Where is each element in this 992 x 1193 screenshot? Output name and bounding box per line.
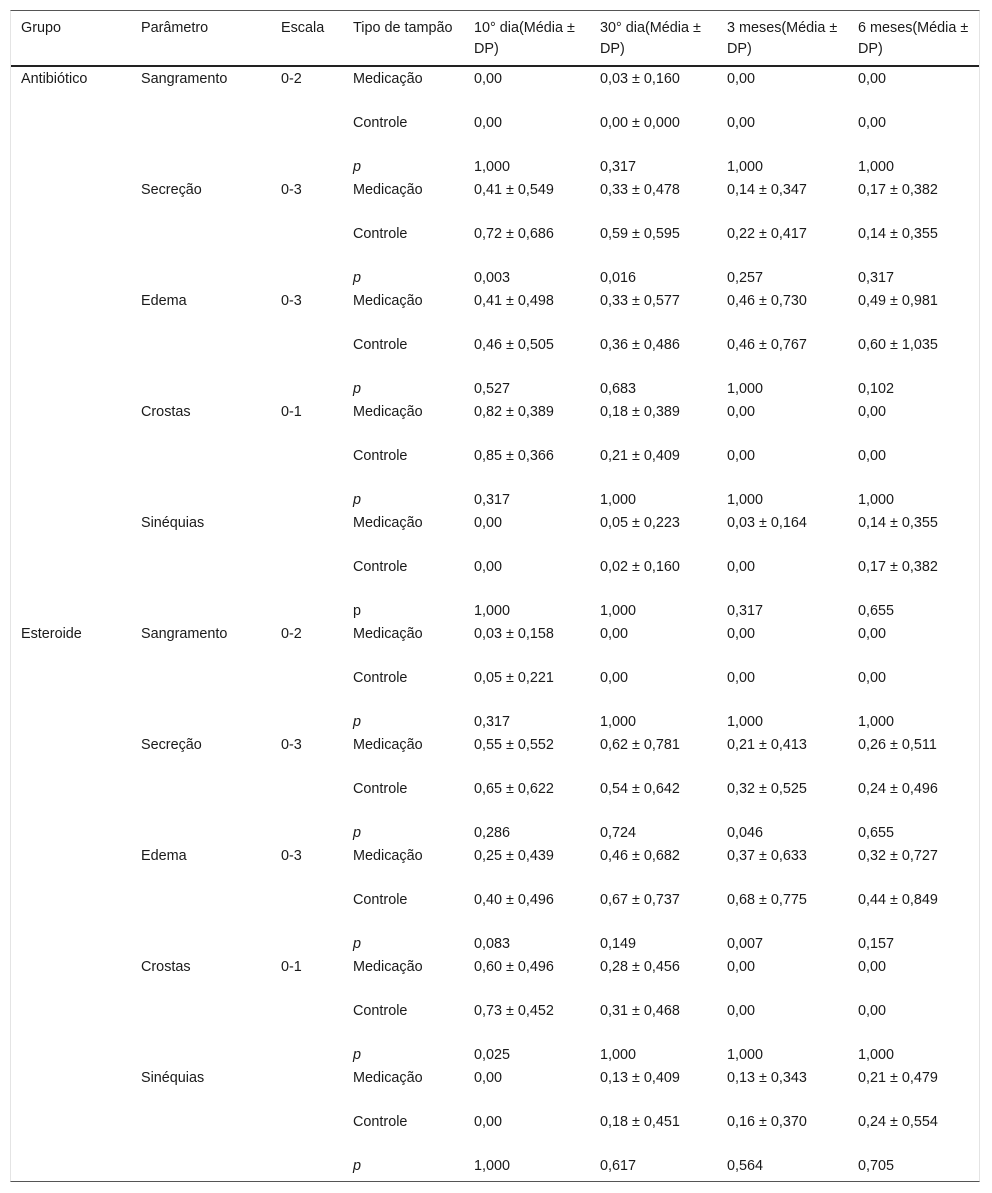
cell-3-meses: 0,13 ± 0,343	[727, 1070, 807, 1086]
table-row	[11, 511, 979, 555]
cell-grupo	[11, 599, 131, 622]
cell-escala: 0-1	[281, 959, 302, 975]
cell-6-meses: 0,00	[858, 448, 887, 464]
table-body	[11, 66, 979, 1177]
cell-10-dia: 1,000	[474, 1158, 511, 1174]
table-row	[11, 66, 979, 111]
cell-6-meses: 1,000	[858, 1047, 895, 1063]
cell-parametro	[131, 111, 271, 155]
cell-30-dia: 0,617	[600, 1158, 637, 1174]
table-row	[11, 111, 979, 155]
cell-10-dia: 0,03 ± 0,158	[474, 626, 554, 642]
table-row	[11, 622, 979, 666]
cell-3-meses: 1,000	[727, 381, 764, 397]
cell-escala	[271, 710, 343, 733]
cell-6-meses: 0,00	[858, 626, 887, 642]
cell-10-dia: 0,72 ± 0,686	[474, 226, 554, 242]
cell-6-meses: 0,60 ± 1,035	[858, 337, 938, 353]
cell-30-dia: 0,31 ± 0,468	[600, 1003, 680, 1019]
cell-10-dia: 0,025	[474, 1047, 511, 1063]
cell-tipo-tampao: Medicação	[353, 182, 423, 198]
cell-30-dia: 1,000	[600, 492, 637, 508]
cell-escala	[271, 1110, 343, 1154]
cell-3-meses: 0,32 ± 0,525	[727, 781, 807, 797]
cell-10-dia: 0,00	[474, 515, 503, 531]
cell-6-meses: 0,102	[858, 381, 895, 397]
cell-parametro	[131, 888, 271, 932]
cell-3-meses: 0,564	[727, 1158, 764, 1174]
cell-tipo-tampao: p	[353, 825, 362, 841]
header-tipo-tampao: Tipo de tampão	[343, 11, 464, 66]
cell-escala	[271, 377, 343, 400]
cell-3-meses: 0,046	[727, 825, 764, 841]
cell-10-dia: 0,85 ± 0,366	[474, 448, 554, 464]
cell-10-dia: 0,317	[474, 492, 511, 508]
cell-30-dia: 0,724	[600, 825, 637, 841]
cell-tipo-tampao: p	[353, 159, 362, 175]
table-row	[11, 400, 979, 444]
cell-escala	[271, 555, 343, 599]
cell-10-dia: 0,00	[474, 1114, 503, 1130]
cell-30-dia: 0,59 ± 0,595	[600, 226, 680, 242]
cell-grupo	[11, 444, 131, 488]
cell-grupo	[11, 289, 131, 333]
cell-parametro	[131, 222, 271, 266]
cell-3-meses: 0,00	[727, 115, 756, 131]
cell-parametro	[131, 932, 271, 955]
cell-escala	[271, 222, 343, 266]
cell-escala	[271, 111, 343, 155]
cell-parametro	[131, 1154, 271, 1177]
cell-10-dia: 0,25 ± 0,439	[474, 848, 554, 864]
cell-6-meses: 0,00	[858, 959, 887, 975]
cell-30-dia: 0,54 ± 0,642	[600, 781, 680, 797]
cell-6-meses: 0,17 ± 0,382	[858, 559, 938, 575]
cell-parametro	[131, 155, 271, 178]
cell-6-meses: 0,17 ± 0,382	[858, 182, 938, 198]
cell-10-dia: 0,55 ± 0,552	[474, 737, 554, 753]
cell-escala	[271, 932, 343, 955]
cell-3-meses: 0,14 ± 0,347	[727, 182, 807, 198]
table-row	[11, 932, 979, 955]
table-row	[11, 844, 979, 888]
cell-escala	[271, 888, 343, 932]
cell-10-dia: 0,60 ± 0,496	[474, 959, 554, 975]
cell-30-dia: 0,28 ± 0,456	[600, 959, 680, 975]
table-row	[11, 777, 979, 821]
cell-6-meses: 0,00	[858, 115, 887, 131]
cell-3-meses: 0,46 ± 0,730	[727, 293, 807, 309]
cell-3-meses: 0,00	[727, 670, 756, 686]
cell-parametro: Edema	[141, 293, 187, 309]
cell-tipo-tampao: Controle	[353, 670, 408, 686]
cell-grupo	[11, 932, 131, 955]
cell-10-dia: 0,65 ± 0,622	[474, 781, 554, 797]
cell-parametro	[131, 1043, 271, 1066]
cell-grupo	[11, 999, 131, 1043]
cell-escala	[271, 266, 343, 289]
cell-30-dia: 0,18 ± 0,451	[600, 1114, 680, 1130]
cell-escala	[271, 666, 343, 710]
cell-30-dia: 0,21 ± 0,409	[600, 448, 680, 464]
cell-grupo	[11, 955, 131, 999]
cell-6-meses: 1,000	[858, 159, 895, 175]
cell-6-meses: 0,24 ± 0,554	[858, 1114, 938, 1130]
cell-30-dia: 0,016	[600, 270, 637, 286]
cell-tipo-tampao: Medicação	[353, 293, 423, 309]
table-row	[11, 488, 979, 511]
cell-30-dia: 0,46 ± 0,682	[600, 848, 680, 864]
cell-escala	[271, 333, 343, 377]
cell-10-dia: 1,000	[474, 159, 511, 175]
table-row	[11, 1110, 979, 1154]
cell-30-dia: 0,00 ± 0,000	[600, 115, 680, 131]
cell-tipo-tampao: p	[353, 936, 362, 952]
cell-3-meses: 0,68 ± 0,775	[727, 892, 807, 908]
cell-30-dia: 0,317	[600, 159, 637, 175]
cell-6-meses: 0,655	[858, 603, 895, 619]
cell-6-meses: 0,157	[858, 936, 895, 952]
cell-10-dia: 0,05 ± 0,221	[474, 670, 554, 686]
header-parametro: Parâmetro	[131, 11, 271, 66]
table-row	[11, 377, 979, 400]
cell-10-dia: 0,00	[474, 1070, 503, 1086]
cell-escala: 0-1	[281, 404, 302, 420]
cell-escala: 0-2	[281, 626, 302, 642]
table-row	[11, 888, 979, 932]
cell-10-dia: 0,41 ± 0,549	[474, 182, 554, 198]
cell-10-dia: 0,00	[474, 115, 503, 131]
cell-10-dia: 0,82 ± 0,389	[474, 404, 554, 420]
cell-tipo-tampao: p	[353, 714, 362, 730]
cell-grupo	[11, 777, 131, 821]
cell-parametro: Sinéquias	[141, 1070, 205, 1086]
cell-escala	[271, 1154, 343, 1177]
header-3-meses: 3 meses(Média ± DP)	[717, 11, 848, 66]
cell-tipo-tampao: Medicação	[353, 1070, 423, 1086]
cell-escala: 0-3	[281, 293, 302, 309]
cell-escala	[271, 599, 343, 622]
cell-10-dia: 0,083	[474, 936, 511, 952]
cell-6-meses: 0,00	[858, 1003, 887, 1019]
cell-grupo	[11, 666, 131, 710]
cell-parametro	[131, 1110, 271, 1154]
cell-3-meses: 0,00	[727, 71, 756, 87]
cell-3-meses: 1,000	[727, 714, 764, 730]
cell-30-dia: 0,67 ± 0,737	[600, 892, 680, 908]
cell-tipo-tampao: Medicação	[353, 626, 423, 642]
cell-3-meses: 0,00	[727, 959, 756, 975]
cell-grupo: Antibiótico	[21, 71, 88, 87]
cell-grupo	[11, 178, 131, 222]
cell-escala	[271, 511, 343, 555]
table-row	[11, 733, 979, 777]
cell-10-dia: 0,73 ± 0,452	[474, 1003, 554, 1019]
cell-30-dia: 0,13 ± 0,409	[600, 1070, 680, 1086]
cell-parametro	[131, 777, 271, 821]
cell-escala: 0-3	[281, 848, 302, 864]
cell-tipo-tampao: Medicação	[353, 71, 423, 87]
cell-6-meses: 0,00	[858, 404, 887, 420]
cell-parametro: Sangramento	[141, 626, 228, 642]
table-row	[11, 955, 979, 999]
cell-parametro: Crostas	[141, 959, 191, 975]
cell-parametro	[131, 666, 271, 710]
cell-tipo-tampao: Controle	[353, 337, 408, 353]
cell-parametro	[131, 488, 271, 511]
cell-grupo	[11, 1154, 131, 1177]
cell-escala	[271, 488, 343, 511]
header-row	[11, 11, 979, 66]
cell-tipo-tampao: p	[353, 492, 362, 508]
cell-parametro: Crostas	[141, 404, 191, 420]
cell-3-meses: 0,00	[727, 448, 756, 464]
cell-escala	[271, 444, 343, 488]
cell-tipo-tampao: Medicação	[353, 404, 423, 420]
cell-tipo-tampao: Medicação	[353, 737, 423, 753]
cell-grupo	[11, 111, 131, 155]
cell-3-meses: 1,000	[727, 492, 764, 508]
cell-tipo-tampao: p	[353, 381, 362, 397]
cell-parametro	[131, 333, 271, 377]
cell-tipo-tampao: p	[353, 270, 362, 286]
cell-grupo	[11, 155, 131, 178]
cell-10-dia: 0,317	[474, 714, 511, 730]
cell-escala	[271, 821, 343, 844]
cell-grupo	[11, 1110, 131, 1154]
table-row	[11, 444, 979, 488]
cell-grupo	[11, 821, 131, 844]
cell-3-meses: 0,00	[727, 559, 756, 575]
cell-parametro: Secreção	[141, 737, 202, 753]
cell-3-meses: 0,16 ± 0,370	[727, 1114, 807, 1130]
cell-30-dia: 0,36 ± 0,486	[600, 337, 680, 353]
cell-6-meses: 1,000	[858, 492, 895, 508]
cell-grupo	[11, 1066, 131, 1110]
cell-grupo	[11, 888, 131, 932]
cell-30-dia: 1,000	[600, 714, 637, 730]
cell-30-dia: 0,33 ± 0,478	[600, 182, 680, 198]
cell-tipo-tampao: Medicação	[353, 848, 423, 864]
cell-3-meses: 0,46 ± 0,767	[727, 337, 807, 353]
cell-escala	[271, 777, 343, 821]
cell-3-meses: 0,00	[727, 404, 756, 420]
cell-3-meses: 0,007	[727, 936, 764, 952]
cell-escala	[271, 1043, 343, 1066]
cell-3-meses: 0,317	[727, 603, 764, 619]
cell-parametro	[131, 821, 271, 844]
cell-escala	[271, 1066, 343, 1110]
cell-tipo-tampao: Controle	[353, 448, 408, 464]
cell-6-meses: 0,44 ± 0,849	[858, 892, 938, 908]
cell-grupo	[11, 844, 131, 888]
cell-parametro	[131, 266, 271, 289]
cell-6-meses: 0,21 ± 0,479	[858, 1070, 938, 1086]
cell-grupo	[11, 222, 131, 266]
cell-escala: 0-2	[281, 71, 302, 87]
cell-30-dia: 0,33 ± 0,577	[600, 293, 680, 309]
cell-grupo	[11, 555, 131, 599]
cell-6-meses: 0,14 ± 0,355	[858, 226, 938, 242]
cell-3-meses: 0,22 ± 0,417	[727, 226, 807, 242]
cell-grupo	[11, 333, 131, 377]
cell-grupo	[11, 511, 131, 555]
cell-3-meses: 0,257	[727, 270, 764, 286]
cell-30-dia: 0,62 ± 0,781	[600, 737, 680, 753]
table-row	[11, 222, 979, 266]
cell-10-dia: 0,527	[474, 381, 511, 397]
cell-tipo-tampao: Controle	[353, 1003, 408, 1019]
results-table-container	[10, 10, 980, 1182]
table-row	[11, 1043, 979, 1066]
cell-grupo	[11, 400, 131, 444]
cell-tipo-tampao: p	[353, 603, 362, 619]
table-row	[11, 599, 979, 622]
table-row	[11, 555, 979, 599]
table-row	[11, 999, 979, 1043]
cell-escala: 0-3	[281, 182, 302, 198]
cell-escala	[271, 155, 343, 178]
cell-tipo-tampao: Medicação	[353, 959, 423, 975]
header-6-meses: 6 meses(Média ± DP)	[848, 11, 979, 66]
cell-tipo-tampao: Controle	[353, 781, 408, 797]
header-escala: Escala	[271, 11, 343, 66]
cell-escala	[271, 999, 343, 1043]
cell-3-meses: 0,21 ± 0,413	[727, 737, 807, 753]
cell-3-meses: 0,00	[727, 1003, 756, 1019]
table-row	[11, 1154, 979, 1177]
cell-grupo	[11, 710, 131, 733]
cell-parametro: Edema	[141, 848, 187, 864]
cell-tipo-tampao: Controle	[353, 559, 408, 575]
cell-parametro: Secreção	[141, 182, 202, 198]
cell-parametro	[131, 377, 271, 400]
cell-3-meses: 0,03 ± 0,164	[727, 515, 807, 531]
cell-6-meses: 0,655	[858, 825, 895, 841]
table-row	[11, 821, 979, 844]
cell-30-dia: 0,02 ± 0,160	[600, 559, 680, 575]
cell-6-meses: 0,705	[858, 1158, 895, 1174]
cell-6-meses: 0,00	[858, 670, 887, 686]
cell-grupo: Esteroide	[21, 626, 82, 642]
cell-tipo-tampao: Controle	[353, 1114, 408, 1130]
cell-6-meses: 0,32 ± 0,727	[858, 848, 938, 864]
cell-grupo	[11, 733, 131, 777]
cell-3-meses: 1,000	[727, 159, 764, 175]
results-table	[11, 11, 979, 1177]
cell-30-dia: 1,000	[600, 1047, 637, 1063]
cell-10-dia: 1,000	[474, 603, 511, 619]
header-10-dia: 10° dia(Média ± DP)	[464, 11, 590, 66]
cell-30-dia: 0,18 ± 0,389	[600, 404, 680, 420]
cell-30-dia: 0,00	[600, 670, 629, 686]
table-row	[11, 666, 979, 710]
cell-6-meses: 0,49 ± 0,981	[858, 293, 938, 309]
cell-parametro: Sangramento	[141, 71, 228, 87]
cell-10-dia: 0,286	[474, 825, 511, 841]
cell-6-meses: 0,24 ± 0,496	[858, 781, 938, 797]
cell-6-meses: 0,317	[858, 270, 895, 286]
cell-parametro	[131, 710, 271, 733]
table-row	[11, 178, 979, 222]
cell-escala: 0-3	[281, 737, 302, 753]
cell-30-dia: 1,000	[600, 603, 637, 619]
table-row	[11, 289, 979, 333]
table-row	[11, 1066, 979, 1110]
cell-10-dia: 0,40 ± 0,496	[474, 892, 554, 908]
cell-grupo	[11, 488, 131, 511]
table-row	[11, 266, 979, 289]
cell-10-dia: 0,41 ± 0,498	[474, 293, 554, 309]
cell-30-dia: 0,03 ± 0,160	[600, 71, 680, 87]
cell-tipo-tampao: p	[353, 1158, 362, 1174]
cell-10-dia: 0,00	[474, 559, 503, 575]
cell-10-dia: 0,003	[474, 270, 511, 286]
cell-30-dia: 0,00	[600, 626, 629, 642]
cell-parametro	[131, 999, 271, 1043]
table-row	[11, 333, 979, 377]
cell-6-meses: 1,000	[858, 714, 895, 730]
cell-tipo-tampao: p	[353, 1047, 362, 1063]
cell-parametro	[131, 444, 271, 488]
cell-grupo	[11, 1043, 131, 1066]
cell-3-meses: 0,37 ± 0,633	[727, 848, 807, 864]
cell-30-dia: 0,149	[600, 936, 637, 952]
cell-tipo-tampao: Controle	[353, 892, 408, 908]
cell-parametro: Sinéquias	[141, 515, 205, 531]
cell-30-dia: 0,683	[600, 381, 637, 397]
table-row	[11, 710, 979, 733]
cell-3-meses: 1,000	[727, 1047, 764, 1063]
cell-3-meses: 0,00	[727, 626, 756, 642]
header-30-dia: 30° dia(Média ± DP)	[590, 11, 717, 66]
cell-tipo-tampao: Controle	[353, 226, 408, 242]
cell-10-dia: 0,00	[474, 71, 503, 87]
cell-tipo-tampao: Medicação	[353, 515, 423, 531]
cell-tipo-tampao: Controle	[353, 115, 408, 131]
table-row	[11, 155, 979, 178]
cell-grupo	[11, 377, 131, 400]
cell-30-dia: 0,05 ± 0,223	[600, 515, 680, 531]
cell-6-meses: 0,14 ± 0,355	[858, 515, 938, 531]
cell-6-meses: 0,00	[858, 71, 887, 87]
cell-parametro	[131, 555, 271, 599]
cell-grupo	[11, 266, 131, 289]
cell-10-dia: 0,46 ± 0,505	[474, 337, 554, 353]
cell-parametro	[131, 599, 271, 622]
cell-6-meses: 0,26 ± 0,511	[858, 737, 937, 753]
header-grupo: Grupo	[11, 11, 131, 66]
